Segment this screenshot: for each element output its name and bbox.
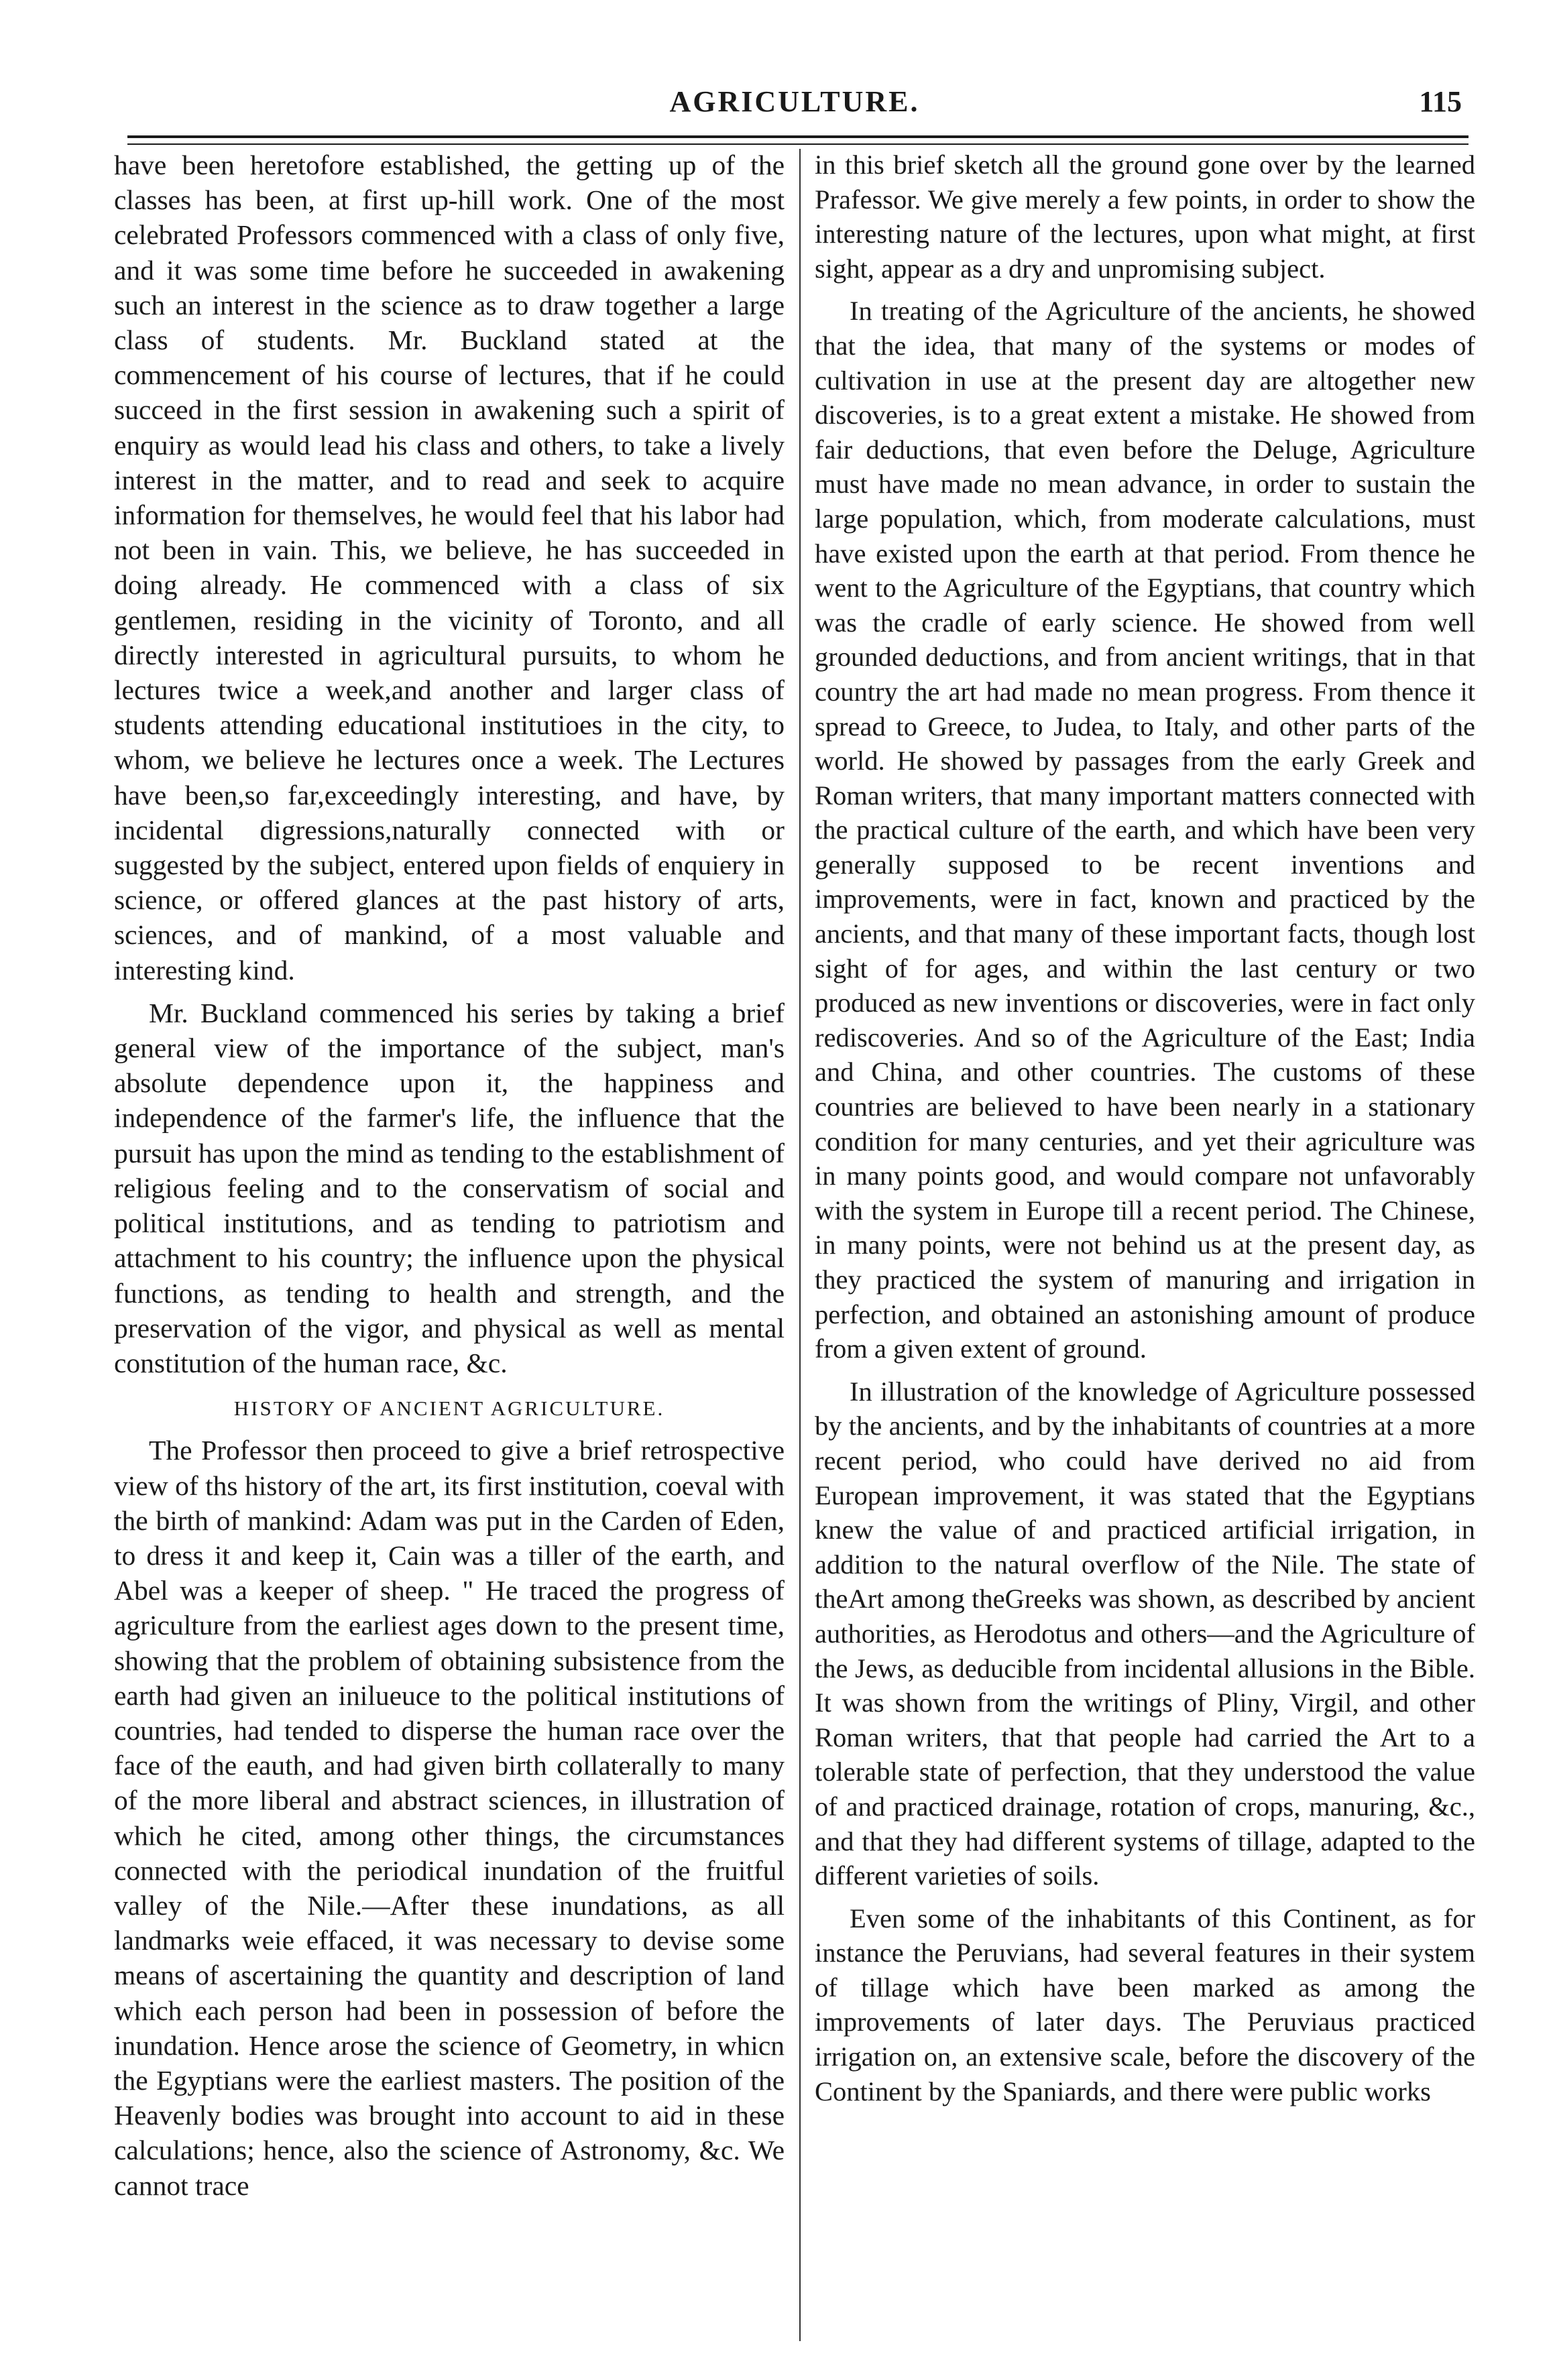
header-rule-thick bbox=[127, 135, 1468, 138]
left-paragraph-3: The Professor then proceed to give a brief retrospective view of ths history of the art, its first institution, coeval with the birth of mankind: Adam was put in the Carden of Eden, to dress it and keep it, Cain was a tiller of the earth, and Abel was a keeper of sheep. " He traced the progress of agriculture from the earliest ages down to the present time, showing that the problem of obtaining subsistence from the earth had given an inilueuce to the political institutions of countries, had tended to disperse the human race over the face of the eauth, and had given birth collaterally to many of the more liberal and abstract sciences, in illustration of which he cited, among other things, the circumstances connected with the periodical inundation of the fruitful valley of the Nile.—After these inundations, as all landmarks weie effaced, it was necessary to devise some means of ascertaining the quantity and description of land which each person had been in possession of before the inundation. Hence arose the science of Geometry, in whicn the Egyptians were the earliest masters. The position of the Heavenly bodies was brought into account to aid in these calculations; hence, also the science of Astronomy, &c. We cannot trace bbox=[114, 1435, 785, 2201]
section-subheading: HISTORY OF ANCIENT AGRICULTURE. bbox=[233, 1396, 665, 1421]
running-head: AGRICULTURE. bbox=[669, 85, 920, 118]
header-rule-thin bbox=[127, 143, 1468, 145]
right-column bbox=[815, 147, 1475, 2346]
left-paragraph-1: have been heretofore established, the getting up of the classes has been, at first up-hill work. One of the most celebrated Professors commenced with a class of only five, and it was some time before he succeeded in awakening such an interest in the science as to draw together a large class of students. Mr. Buckland stated at the commencement of his course of lectures, that if he could succeed in the first session in awakening such a spirit of enquiry as would lead his class and others, to take a lively interest in the matter, and to read and seek to acquire information for themselves, he would feel that his labor had not been in vain. This, we believe, he has succeeded in doing already. He commenced with a class of six gentlemen, residing in the vicinity of Toronto, and all directly interested in agricultural pursuits, to whom he lectures twice a week,and another and larger class of students attending educational institutioes in the city, to whom, we believe he lectures once a week. The Lectures have been,so far,exceedingly interesting, and have, by incidental digressions,naturally connected with or suggested by the subject, entered upon fields of enquiery in science, or offered glances at the past history of arts, sciences, and of mankind, of a most valuable and interesting kind. bbox=[114, 150, 785, 986]
page-header bbox=[114, 80, 1475, 134]
column-divider bbox=[799, 149, 801, 2341]
right-paragraph-3: In illustration of the knowledge of Agriculture possessed by the ancients, and by the inhabitants of countries at a more recent period, who could have derived no aid from European improvement, it was stated that the Egyptians knew the value of and practiced artificial irrigation, in addition to the natural overflow of the Nile. The state of theArt among theGreeks was shown, as described by ancient authorities, as Herodotus and others—and the Agriculture of the Jews, as deducible from incidental allusions in the Bible. It was shown from the writings of Pliny, Virgil, and other Roman writers, that that people had carried the Art to a tolerable state of perfection, that they understood the value of and practiced drainage, rotation of crops, manuring, &c., and that they had different systems of tillage, adapted to the different varieties of soils. bbox=[815, 1376, 1475, 1891]
left-column bbox=[114, 147, 785, 2346]
left-paragraph-2: Mr. Buckland commenced his series by taking a brief general view of the importance of the subject, man's absolute dependence upon it, the happiness and independence of the farmer's life, the influence that the pursuit has upon the mind as tending to the establishment of religious feeling and to the conservatism of social and political institutions, and as tending to patriotism and attachment to his country; the influence upon the physical functions, as tending to health and strength, and the preservation of the vigor, and physical as well as mental constitution of the human race, &c. bbox=[114, 997, 785, 1378]
right-paragraph-1: in this brief sketch all the ground gone over by the learned Prafessor. We give merely a few points, in order to show the interesting nature of the lectures, upon what might, at first sight, appear as a dry and unpromising subject. bbox=[815, 150, 1475, 284]
page-number: 115 bbox=[1419, 85, 1462, 118]
right-paragraph-2: In treating of the Agriculture of the ancients, he showed that the idea, that many of the systems or modes of cultivation in use at the present day are altogether new discoveries, is to a great extent a mistake. He showed from fair deductions, that even before the Deluge, Agriculture must have made no mean advance, in order to sustain the large population, which, from moderate calculations, must have existed upon the earth at that period. From thence he went to the Agriculture of the Egyptians, that country which was the cradle of early science. He showed from well grounded deductions, and from ancient writings, that in that country the art had made no mean progress. From thence it spread to Greece, to Judea, to Italy, and other parts of the world. He showed by passages from the early Greek and Roman writers, that many important matters connected with the practical culture of the earth, and which have been very generally supposed to be recent inventions and improvements, were in fact, known and practiced by the ancients, and that many of these important facts, though lost sight of for ages, and within the last century or two produced as new inventions or discoveries, were in fact only rediscoveries. And so of the Agriculture of the East; India and China, and other countries. The customs of these countries are believed to have been nearly in a stationary condition for many centuries, and yet their agriculture was in many points good, and would compare not unfavorably with the system in Europe till a recent period. The Chinese, in many points, were not behind us at the present day, as they practiced the system of manuring and irrigation in perfection, and obtained an astonishing amount of produce from a given extent of ground. bbox=[815, 296, 1475, 1364]
right-paragraph-4: Even some of the inhabitants of this Continent, as for instance the Peruvians, had several features in their system of tillage which have been marked as among the improvements of later days. The Peruviaus practiced irrigation on, an extensive scale, before the discovery of the Continent by the Spaniards, and there were public works bbox=[815, 1903, 1475, 2106]
